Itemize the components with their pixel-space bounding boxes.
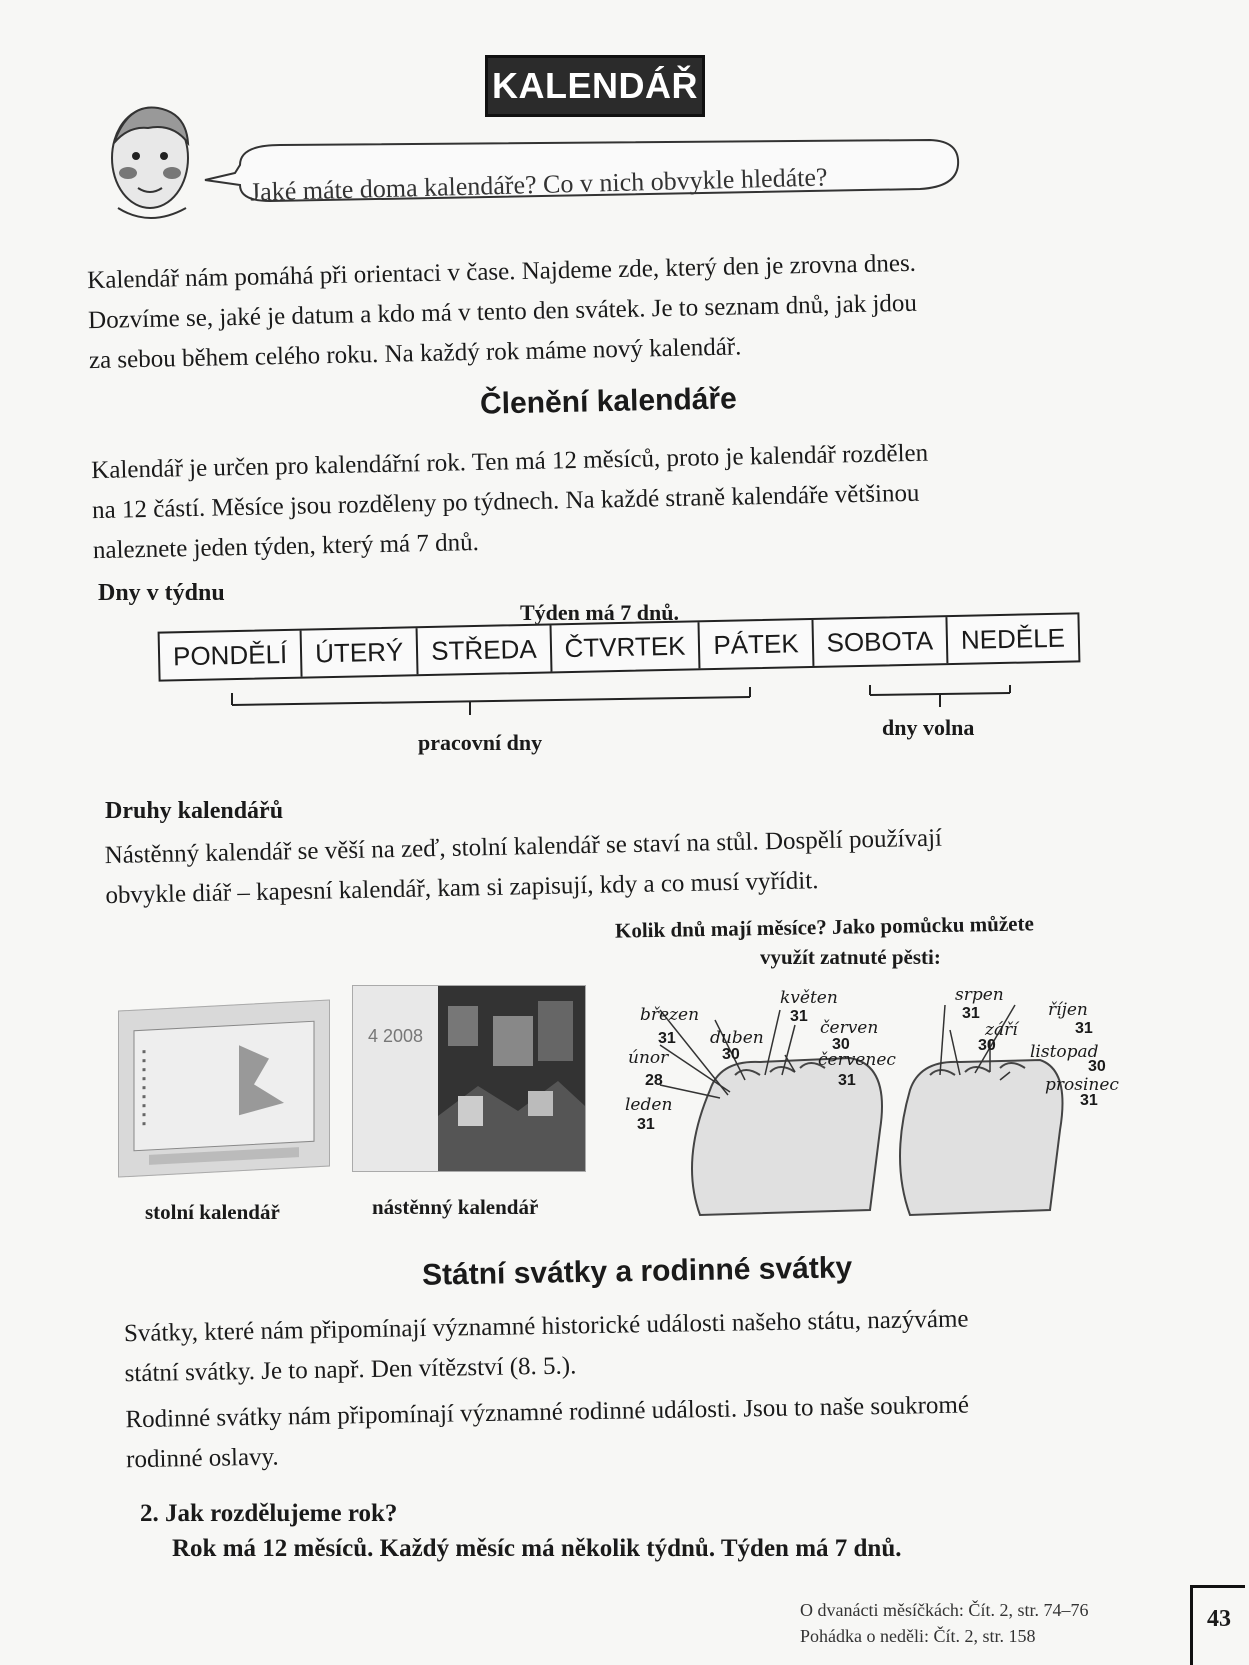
section-heading-holidays: Státní svátky a rodinné svátky bbox=[421, 1251, 853, 1292]
day-saturday: SOBOTA bbox=[813, 617, 948, 666]
question-answer: Rok má 12 měsíců. Každý měsíc má několik týdnů. Týden má 7 dnů. bbox=[172, 1535, 902, 1562]
week-heading: Dny v týdnu bbox=[98, 580, 225, 606]
month-days: 31 bbox=[1075, 1020, 1093, 1037]
weekend-label: dny volna bbox=[882, 715, 975, 740]
page-number: 43 bbox=[1190, 1585, 1245, 1665]
week-caption: Týden má 7 dnů. bbox=[520, 600, 679, 625]
intro-paragraph bbox=[87, 239, 1149, 381]
month-label: říjen bbox=[1048, 1000, 1088, 1020]
section-heading-structure: Členění kalendáře bbox=[479, 382, 738, 421]
month-label: listopad bbox=[1030, 1042, 1099, 1062]
knuckles-question: Kolik dnů mají měsíce? Jako pomůcku můžete bbox=[614, 911, 1035, 943]
month-label: září bbox=[985, 1020, 1018, 1040]
structure-paragraph bbox=[91, 429, 1153, 571]
holidays-line: rodinné oslavy. bbox=[125, 1443, 279, 1474]
intro-line: Kalendář nám pomáhá při orientaci v čase. Najdeme zde, který den je zrovna dnes. bbox=[86, 249, 917, 295]
types-heading: Druhy kalendářů bbox=[105, 798, 284, 824]
month-label: únor bbox=[628, 1048, 669, 1068]
holidays-line: Rodinné svátky nám připomínají významné rodinné události. Jsou to naše soukromé bbox=[125, 1391, 970, 1434]
month-days: 31 bbox=[838, 1072, 856, 1089]
week-table bbox=[158, 612, 1081, 681]
month-days: 31 bbox=[1080, 1092, 1098, 1109]
month-label: duben bbox=[710, 1028, 764, 1048]
footer-reference: O dvanácti měsíčkách: Čít. 2, str. 74–76 bbox=[800, 1600, 1089, 1620]
question-title: 2. Jak rozdělujeme rok? bbox=[140, 1500, 398, 1527]
month-days: 28 bbox=[645, 1072, 663, 1089]
month-days: 31 bbox=[637, 1116, 655, 1133]
holidays-paragraph bbox=[124, 1296, 1187, 1480]
boy-illustration bbox=[98, 98, 208, 223]
wall-calendar-year: 4 2008 bbox=[368, 1026, 424, 1046]
month-days: 30 bbox=[978, 1037, 996, 1054]
wall-calendar-caption: nástěnný kalendář bbox=[372, 1195, 539, 1219]
month-days: 30 bbox=[722, 1046, 740, 1063]
month-days: 31 bbox=[962, 1005, 980, 1022]
structure-line: naleznete jeden týden, který má 7 dnů. bbox=[92, 529, 480, 565]
knuckles-question-2: využít zatnuté pěsti: bbox=[760, 945, 941, 969]
holidays-line: Svátky, které nám připomínají významné historické události našeho státu, nazýváme bbox=[123, 1305, 969, 1348]
intro-line: Dozvíme se, jaké je datum a kdo má v tento den svátek. Je to seznam dnů, jak jdou bbox=[87, 289, 918, 335]
month-label: prosinec bbox=[1045, 1075, 1119, 1095]
types-line: Nástěnný kalendář se věší na zeď, stolní kalendář se staví na stůl. Dospělí používají bbox=[104, 824, 943, 870]
intro-line: za sebou během celého roku. Na každý rok máme nový kalendář. bbox=[88, 333, 742, 375]
types-line: obvykle diář – kapesní kalendář, kam si zapisují, kdy a co musí vyřídit. bbox=[105, 867, 819, 910]
month-label: květen bbox=[780, 988, 838, 1008]
month-label: březen bbox=[640, 1005, 700, 1025]
structure-line: na 12 částí. Měsíce jsou rozděleny po týdnech. Na každé straně kalendáře většinou bbox=[91, 479, 920, 525]
workdays-label: pracovní dny bbox=[418, 730, 543, 755]
month-label: leden bbox=[625, 1095, 673, 1115]
structure-line: Kalendář je určen pro kalendářní rok. Ten má 12 měsíců, proto je kalendář rozdělen bbox=[90, 439, 929, 485]
day-sunday: NEDĚLE bbox=[960, 622, 1066, 655]
desk-calendar-caption: stolní kalendář bbox=[145, 1200, 280, 1224]
month-days: 30 bbox=[1088, 1058, 1106, 1075]
speech-bubble-text: Jaké máte doma kalendáře? Co v nich obvykle hledáte? bbox=[249, 162, 828, 207]
wall-calendar-image bbox=[352, 985, 586, 1172]
month-days: 31 bbox=[790, 1008, 808, 1025]
types-paragraph bbox=[104, 814, 1165, 916]
month-label: červenec bbox=[818, 1050, 896, 1070]
footer-reference: Pohádka o neděli: Čít. 2, str. 158 bbox=[800, 1626, 1036, 1646]
month-label: srpen bbox=[955, 985, 1004, 1005]
day-thursday: ČTVRTEK bbox=[551, 622, 701, 671]
day-wednesday: STŘEDA bbox=[418, 625, 552, 674]
day-friday: PÁTEK bbox=[700, 620, 814, 668]
day-monday: PONDĚLÍ bbox=[160, 631, 303, 680]
day-tuesday: ÚTERÝ bbox=[302, 628, 419, 676]
month-label: červen bbox=[820, 1018, 879, 1038]
month-days: 30 bbox=[832, 1036, 850, 1053]
month-days: 31 bbox=[658, 1030, 676, 1047]
desk-calendar-image bbox=[118, 999, 330, 1177]
page-title: KALENDÁŘ bbox=[485, 55, 705, 117]
holidays-line: státní svátky. Je to např. Den vítězství (8. 5.). bbox=[124, 1352, 577, 1388]
